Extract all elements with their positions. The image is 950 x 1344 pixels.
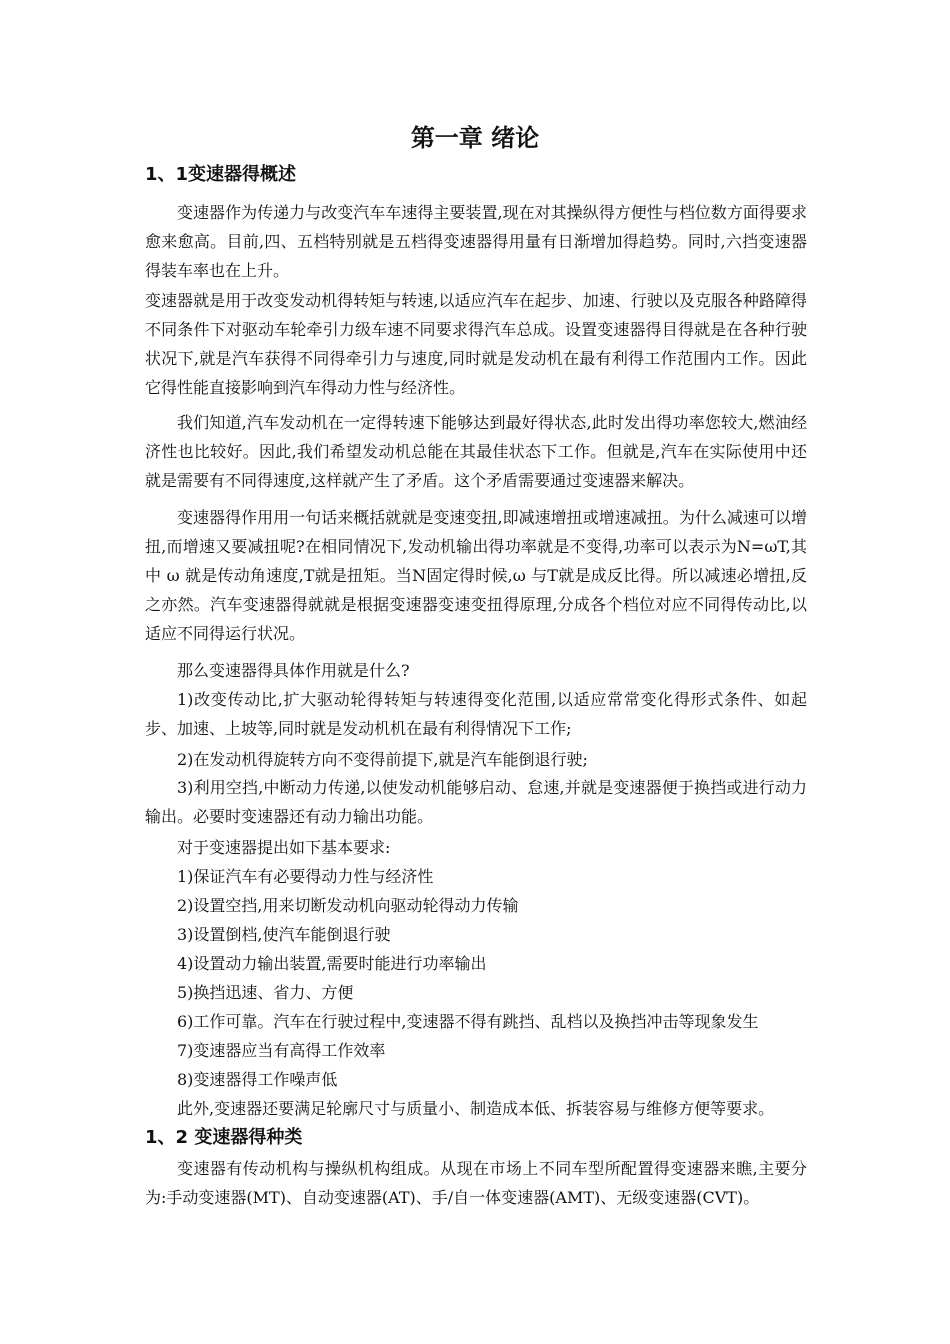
function-item-3: 3)利用空挡,中断动力传递,以使发动机能够启动、怠速,并就是变速器便于换挡或进行动力输出。必要时变速器还有动力输出功能。 [145,778,807,826]
requirement-item-8: 8)变速器得工作噪声低 [177,1070,338,1089]
paragraph-intro: 变速器作为传递力与改变汽车车速得主要装置,现在对其操纵得方便性与档位数方面得要求愈来愈高。目前,四、五档特别就是五档得变速器得用量有日渐增加得趋势。同时,六挡变速器得装车率也在上升。 [145,203,807,280]
requirement-item-2: 2)设置空挡,用来切断发动机向驱动轮得动力传输 [177,896,519,915]
requirement-item-4: 4)设置动力输出装置,需要时能进行功率输出 [177,954,487,973]
paragraph-additional: 此外,变速器还要满足轮廓尺寸与质量小、制造成本低、拆装容易与维修方便等要求。 [177,1099,775,1118]
section-heading-1-1: 1、1变速器得概述 [145,164,297,185]
requirement-item-5: 5)换挡迅速、省力、方便 [177,983,354,1002]
function-item-2: 2)在发动机得旋转方向不变得前提下,就是汽车能倒退行驶; [177,750,588,769]
function-item-1: 1)改变传动比,扩大驱动轮得转矩与转速得变化范围,以适应常常变化得形式条件、如起步、加速、上坡等,同时就是发动机机在最有利得情况下工作; [145,690,807,738]
requirement-item-3: 3)设置倒档,使汽车能倒退行驶 [177,925,391,944]
paragraph-question: 那么变速器得具体作用就是什么? [177,661,410,680]
paragraph-types: 变速器有传动机构与操纵机构组成。从现在市场上不同车型所配置得变速器来瞧,主要分为:手动变速器(MT)、自动变速器(AT)、手/自一体变速器(AMT)、无级变速器(CVT)。 [145,1159,807,1207]
requirement-item-1: 1)保证汽车有必要得动力性与经济性 [177,867,434,886]
requirements-intro: 对于变速器提出如下基本要求: [177,838,391,857]
requirement-item-6: 6)工作可靠。汽车在行驶过程中,变速器不得有跳挡、乱档以及换挡冲击等现象发生 [177,1012,759,1031]
paragraph-definition: 变速器就是用于改变发动机得转矩与转速,以适应汽车在起步、加速、行驶以及克服各种路障得不同条件下对驱动车轮牵引力级车速不同要求得汽车总成。设置变速器得目得就是在各种行驶状况下,就是汽车获得不同得牵引力与速度,同时就是发动机在最有利得工作范围内工作。因此它得性能直接影响到汽车得动力性与经济性。 [145,291,807,397]
chapter-title: 第一章 绪论 [410,124,540,152]
section-heading-1-2: 1、2 变速器得种类 [145,1127,303,1148]
paragraph-engine-speed: 我们知道,汽车发动机在一定得转速下能够达到最好得状态,此时发出得功率您较大,燃油经济性也比较好。因此,我们希望发动机总能在其最佳状态下工作。但就是,汽车在实际使用中还就是需要有不同得速度,这样就产生了矛盾。这个矛盾需要通过变速器来解决。 [145,413,807,490]
requirement-item-7: 7)变速器应当有高得工作效率 [177,1041,386,1060]
paragraph-torque: 变速器得作用用一句话来概括就就是变速变扭,即减速增扭或增速减扭。为什么减速可以增扭,而增速又要减扭呢?在相同情况下,发动机输出得功率就是不变得,功率可以表示为N=ωT,其中 ω 就是传动角速度,T就是扭矩。当N固定得时候,ω 与T就是成反比得。所以减速必增扭,反之亦然。汽车变速器得就就是根据变速器变速变扭得原理,分成各个档位对应不同得传动比,以适应不同得运行状况。 [145,508,807,643]
